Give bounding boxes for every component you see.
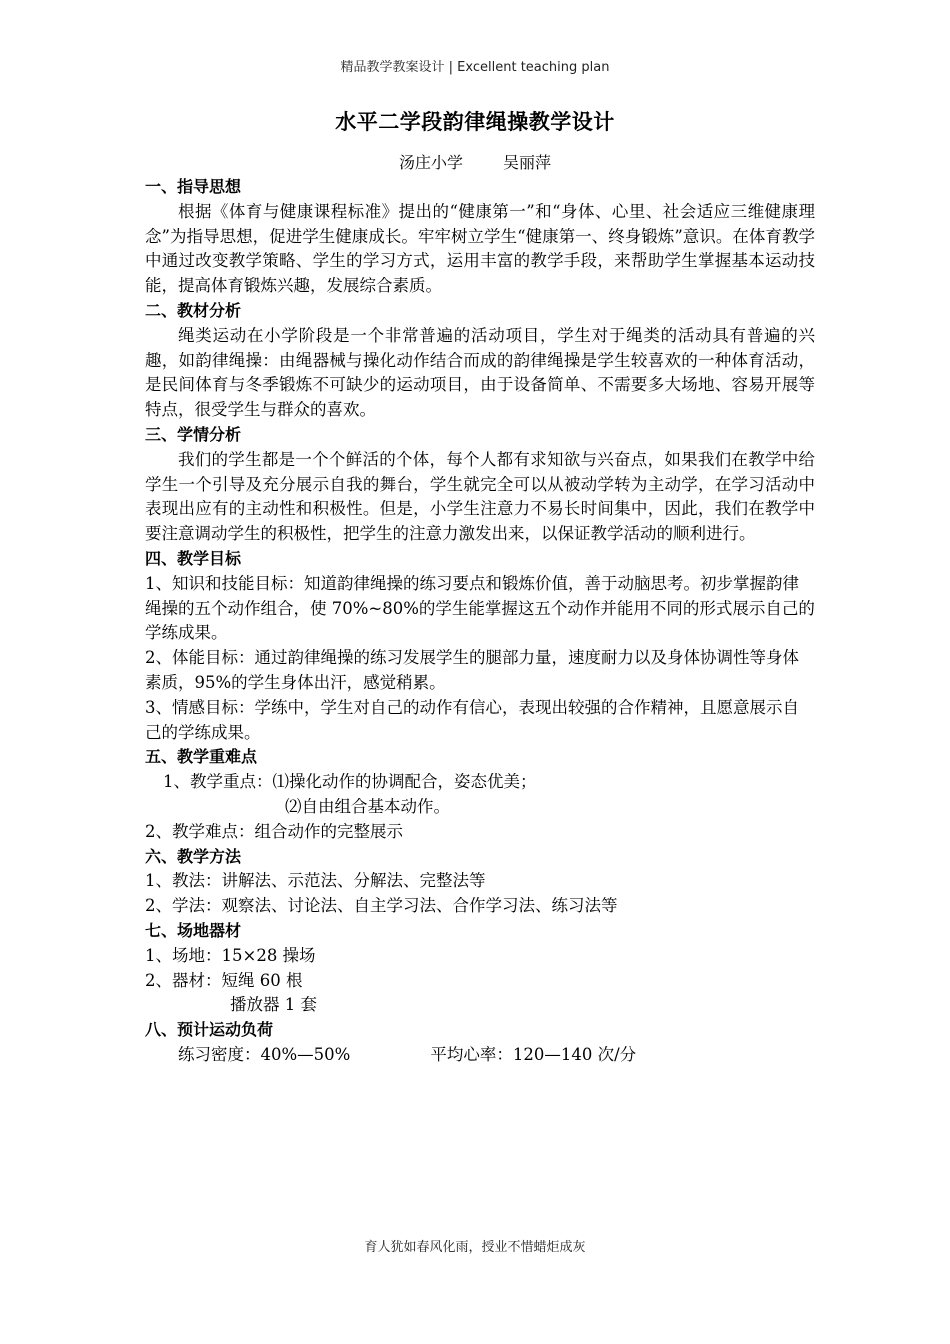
method-item: 2、学法：观察法、讨论法、自主学习法、合作学习法、练习法等 <box>145 896 618 916</box>
average-heart-rate: 平均心率：120—140 次/分 <box>430 1044 637 1064</box>
section-paragraph: 我们的学生都是一个个鲜活的个体，每个人都有求知欲与兴奋点，如果我们在教学中给学生一个引导及充分展示自我的舞台，学生就完全可以从被动学转为主动学，在学习活动中表现出应有的主动性和积极性。但是，小学生注意力不易长时间集中，因此，我们在教学中要注意调动学生的积极性，把学生的注意力激发出来，以保证教学活动的顺利进行。 <box>145 449 815 544</box>
document-title: 水平二学段韵律绳操教学设计 <box>335 109 615 134</box>
difficulty-item: 2、教学难点：组合动作的完整展示 <box>145 821 403 841</box>
section-heading: 五、教学重难点 <box>145 747 258 767</box>
objective-item: 2、体能目标：通过韵律绳操的练习发展学生的腿部力量，速度耐力以及身体协调性等身体素质，95%的学生身体出汗，感觉稍累。 <box>145 648 799 692</box>
section-heading: 二、教材分析 <box>145 300 242 320</box>
key-point-item: ⑵自由组合基本动作。 <box>285 796 450 816</box>
objective-item: 1、知识和技能目标：知道韵律绳操的练习要点和锻炼价值，善于动脑思考。初步掌握韵律绳操的五个动作组合，使 70%~80%的学生能掌握这五个动作并能用不同的形式展示自己的学练成果。 <box>145 573 815 643</box>
section-heading: 一、指导思想 <box>145 177 242 196</box>
equipment-item: 1、场地：15×28 操场 <box>145 945 316 965</box>
method-item: 1、教法：讲解法、示范法、分解法、完整法等 <box>145 871 486 891</box>
equipment-item: 2、器材：短绳 60 根 <box>145 970 303 990</box>
author-school: 汤庄小学 <box>398 153 463 172</box>
section-heading: 四、教学目标 <box>145 548 242 568</box>
section-paragraph: 根据《体育与健康课程标准》提出的“健康第一”和“身体、心里、社会适应三维健康理念”为指导思想，促进学生健康成长。牢牢树立学生“健康第一、终身锻炼”意识。在体育教学中通过改变教学策略、学生的学习方式，运用丰富的教学手段，来帮助学生掌握基本运动技能，提高体育锻炼兴趣，发展综合素质。 <box>145 201 815 296</box>
section-heading: 七、场地器材 <box>145 920 242 940</box>
page-footer: 育人犹如春风化雨，授业不惜蜡炬成灰 <box>364 1240 586 1255</box>
section-paragraph: 绳类运动在小学阶段是一个非常普遍的活动项目，学生对于绳类的活动具有普遍的兴趣，如韵律绳操：由绳器械与操化动作结合而成的韵律绳操是学生较喜欢的一种体育活动，是民间体育与冬季锻炼不可缺少的运动项目，由于设备简单、不需要多大场地、容易开展等特点，很受学生与群众的喜欢。 <box>145 325 815 420</box>
author-line <box>0 150 950 173</box>
section-heading: 八、预计运动负荷 <box>145 1020 274 1040</box>
section-heading: 六、教学方法 <box>145 846 242 866</box>
objective-item: 3、情感目标：学练中，学生对自己的动作有信心，表现出较强的合作精神，且愿意展示自己的学练成果。 <box>145 697 799 742</box>
section-heading: 三、学情分析 <box>145 424 242 444</box>
load-line <box>145 1043 815 1068</box>
document-body <box>145 175 815 1068</box>
key-point-item: 1、教学重点：⑴操化动作的协调配合，姿态优美； <box>163 772 537 792</box>
author-name: 吴丽萍 <box>503 153 552 172</box>
practice-density: 练习密度：40%—50% <box>178 1044 351 1064</box>
page-header: 精品教学教案设计 | Excellent teaching plan <box>340 60 610 75</box>
equipment-item: 播放器 1 套 <box>230 995 317 1015</box>
